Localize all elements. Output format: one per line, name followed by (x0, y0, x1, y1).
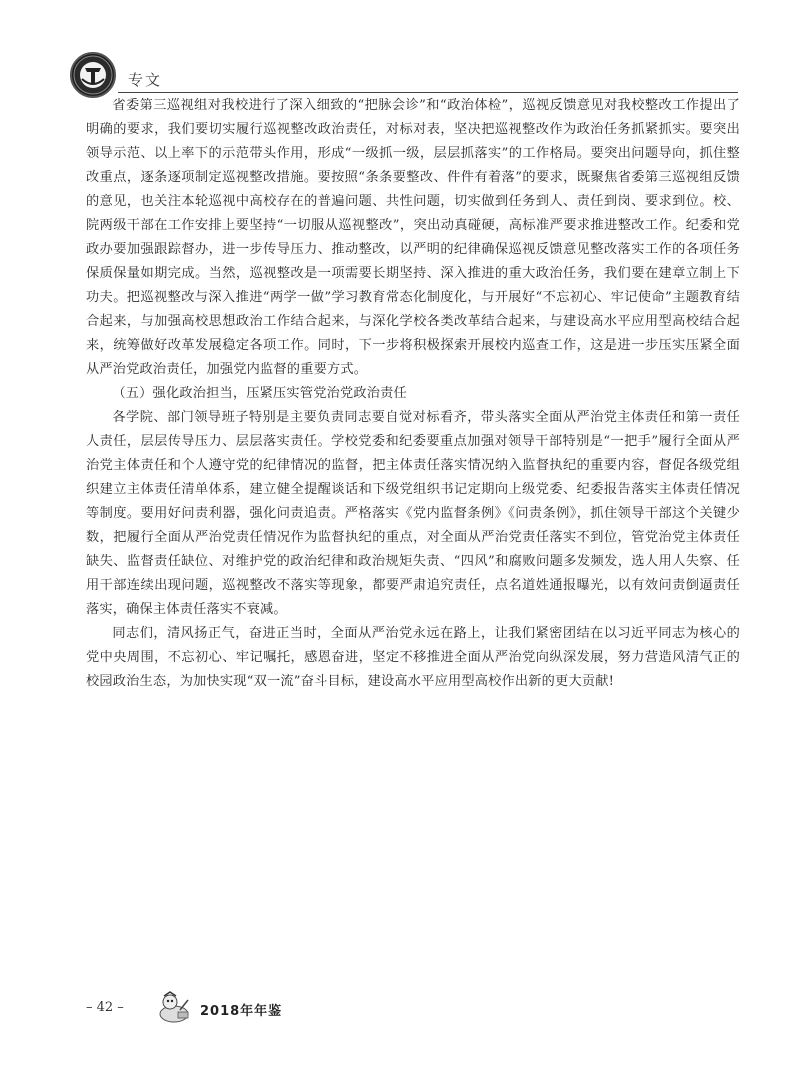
section-label: 专文 (128, 71, 163, 89)
paragraph: 同志们，清风扬正气，奋进正当时，全面从严治党永远在路上，让我们紧密团结在以习近平同志为核心的党中央周围，不忘初心、牢记嘱托，感恩奋进，坚定不移推进全面从严治党向纵深发展，努力营造风清气正的校园政治生态，为加快实现“双一流”奋斗目标，建设高水平应用型高校作出新的更大贡献! (86, 626, 740, 689)
university-emblem-icon (72, 54, 114, 96)
paragraph: 各学院、部门领导班子特别是主要负责同志要自觉对标看齐，带头落实全面从严治党主体责任和第一责任人责任，层层传导压力、层层落实责任。学校党委和纪委要重点加强对领导干部特别是“一把手”履行全面从严治党主体责任和个人遵守党的纪律情况的监督，把主体责任落实情况纳入监督执纪的重要内容，督促各级党组织建立主体责任清单体系，建立健全提醒谈话和下级党组织书记定期向上级党委、纪委报告落实主体责任情况等制度。要用好问责利器，强化问责追责。严格落实《党内监督条例》《问责条例》，抓住领导干部这个关键少数，把履行全面从严治党责任情况作为监督执纪的重点，对全面从严治党责任落实不到位，管党治党主体责任缺失、监督责任缺位、对维护党的政治纪律和政治规矩失责、“四风”和腐败问题多发频发，选人用人失察、任用干部连续出现问题，巡视整改不落实等现象，都要严肃追究责任，点名道姓通报曝光，以有效问责倒逼责任落实，确保主体责任落实不衰减。 (86, 410, 740, 617)
article-body (86, 94, 740, 694)
page-number: – 42 – (86, 1000, 124, 1015)
header-rule (118, 92, 738, 93)
page-footer (86, 990, 386, 1024)
page-header (70, 52, 738, 92)
mascot-icon (154, 990, 194, 1024)
paragraph: 省委第三巡视组对我校进行了深入细致的“把脉会诊”和“政治体检”，巡视反馈意见对我校整改工作提出了明确的要求，我们要切实履行巡视整改政治责任，对标对表，坚决把巡视整改作为政治任务抓紧抓实。要突出领导示范、以上率下的示范带头作用，形成“一级抓一级，层层抓落实”的工作格局。要突出问题导向，抓住整改重点，逐条逐项制定巡视整改措施。要按照“条条要整改、件件有着落”的要求，既聚焦省委第三巡视组反馈的意见，也关注本轮巡视中高校存在的普遍问题、共性问题，切实做到任务到人、责任到岗、要求到位。校、院两级干部在工作安排上要坚持“一切服从巡视整改”，突出动真碰硬，高标准严要求推进整改工作。纪委和党政办要加强跟踪督办，进一步传导压力、推动整改，以严明的纪律确保巡视反馈意见整改落实工作的各项任务保质保量如期完成。当然，巡视整改是一项需要长期坚持、深入推进的重大政治任务，我们要在建章立制上下功夫。把巡视整改与深入推进“两学一做”学习教育常态化制度化，与开展好“不忘初心、牢记使命”主题教育结合起来，与加强高校思想政治工作结合起来，与深化学校各类改革结合起来，与建设高水平应用型高校结合起来，统筹做好改革发展稳定各项工作。同时，下一步将积极探索开展校内巡查工作，这是进一步压实压紧全面从严治党政治责任，加强党内监督的重要方式。 (86, 98, 740, 377)
section-heading: （五）强化政治担当，压紧压实管党治党政治责任 (112, 386, 407, 401)
university-logo (70, 52, 116, 98)
publication-title: 2018年年鉴 (200, 1004, 283, 1019)
